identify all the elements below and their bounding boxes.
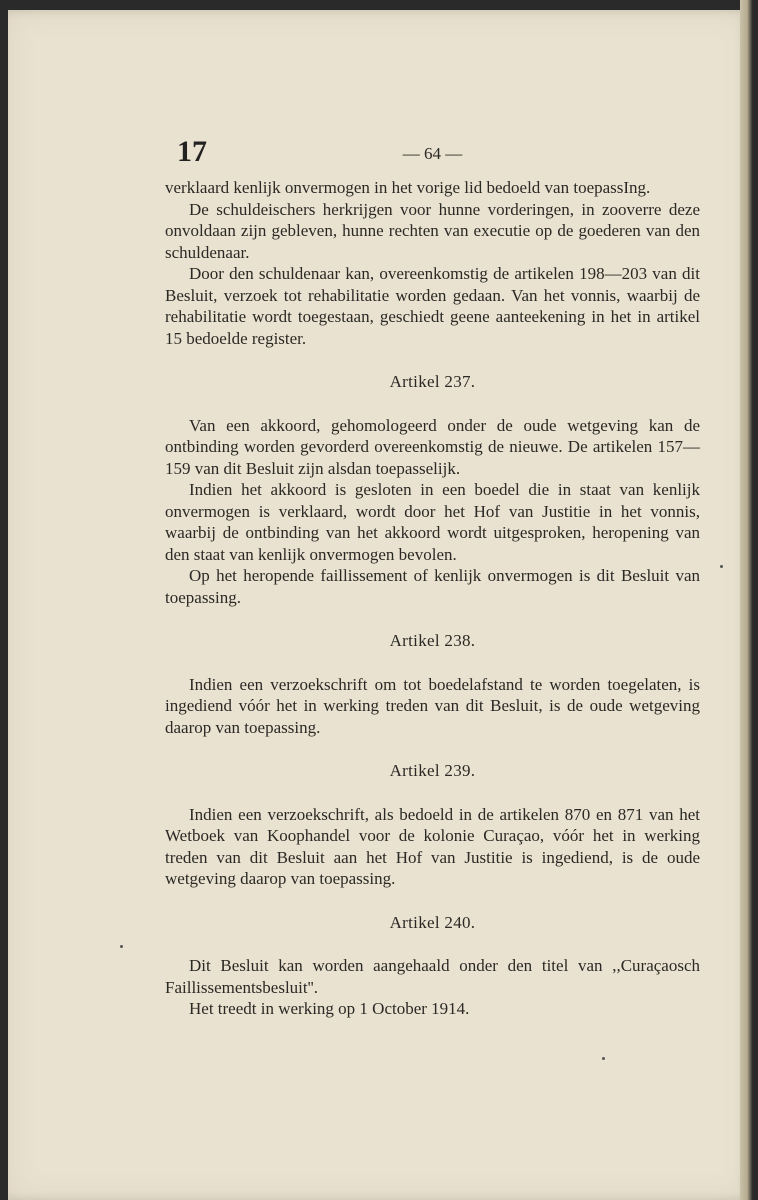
paragraph: Van een akkoord, gehomologeerd onder de oude wetgeving kan de ontbinding worden gevorderd overeenkomstig de nieuwe. De artikelen 157—159 van dit Besluit zijn alsdan toepasselijk. <box>165 415 700 478</box>
paragraph: Door den schuldenaar kan, overeenkomstig de artikelen 198—203 van dit Besluit, verzoek tot rehabilitatie worden gedaan. Van het vonnis, waarbij de rehabilitatie wordt toegestaan, geschiedt geene aanteekening in het in artikel 15 bedoelde register. <box>165 264 700 348</box>
speck-mark <box>602 1057 605 1060</box>
article-239 <box>165 760 700 890</box>
paragraph: Indien een verzoekschrift om tot boedelafstand te worden toegelaten, is ingediend vóór het in werking treden van dit Besluit, is de oude wetgeving daarop van toepassing. <box>165 674 700 737</box>
article-heading: Artikel 238. <box>389 631 476 650</box>
paragraph: Op het heropende faillissement of kenlijk onvermogen is dit Besluit van toepassing. <box>165 566 700 607</box>
paragraph: verklaard kenlijk onvermogen in het vorige lid bedoeld van toepassIng. <box>165 178 651 197</box>
article-heading: Artikel 240. <box>389 912 476 932</box>
page-edge <box>740 0 758 1200</box>
article-237 <box>165 371 700 608</box>
speck-mark <box>120 945 123 948</box>
paragraph: Indien het akkoord is gesloten in een boedel die in staat van kenlijk onvermogen is verklaard, wordt door het Hof van Justitie in het vonnis, waarbij de ontbinding van het akkoord wordt uitgesproken, heropening van den staat van kenlijk onvermogen bevolen. <box>165 480 700 564</box>
paragraph: Dit Besluit kan worden aangehaald onder den titel van ,,Curaçaosch Faillissementsbesluit''. <box>165 956 700 997</box>
article-238 <box>165 630 700 738</box>
paragraph: Indien een verzoekschrift, als bedoeld in de artikelen 870 en 871 van het Wetboek van Koophandel voor de kolonie Curaçao, vóór het in werking treden van dit Besluit aan het Hof van Justitie is ingediend, is de oude wetgeving daarop van toepassing. <box>165 804 700 888</box>
article-heading: Artikel 237. <box>389 372 476 391</box>
speck-mark <box>720 565 723 568</box>
paragraph: Het treedt in werking op 1 October 1914. <box>189 999 470 1018</box>
article-heading: Artikel 239. <box>389 761 476 780</box>
page-header <box>165 135 700 177</box>
sheet-number: 17 <box>177 135 207 168</box>
paragraph: De schuldeischers herkrijgen voor hunne vorderingen, in zooverre deze onvoldaan zijn gebleven, hunne rechten van executie op de goederen van den schuldenaar. <box>165 199 700 262</box>
page-number: — 64 — <box>402 144 463 163</box>
page-content <box>165 135 700 1020</box>
article-240 <box>165 912 700 1020</box>
